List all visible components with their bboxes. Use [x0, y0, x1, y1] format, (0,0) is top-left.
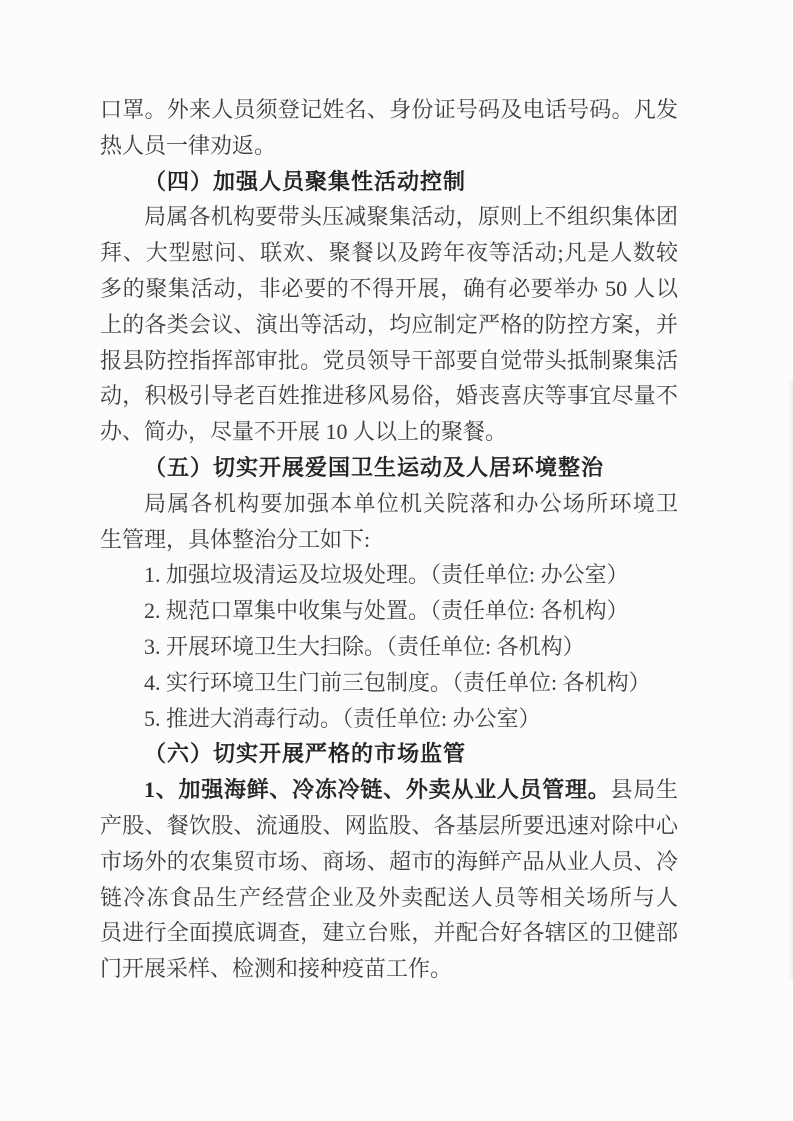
- text-line: [100, 199, 678, 235]
- text-line: [100, 844, 678, 880]
- text-line: [100, 951, 678, 987]
- text-run: 动，积极引导老百姓推进移风易俗，婚丧喜庆等事宜尽量不: [100, 383, 678, 409]
- text-run: 多的聚集活动，非必要的不得开展，确有必要举办 50 人以: [100, 275, 678, 301]
- text-run: 生管理，具体整治分工如下:: [100, 526, 371, 552]
- text-line: [100, 772, 678, 808]
- text-line: [100, 701, 678, 737]
- section-heading: [100, 450, 678, 486]
- text-line: [100, 486, 678, 522]
- text-line: [100, 343, 678, 379]
- text-line: [100, 808, 678, 844]
- text-line: [100, 557, 678, 593]
- text-line: [100, 128, 678, 164]
- text-run: 局属各机构要加强本单位机关院落和办公场所环境卫: [144, 490, 678, 516]
- text-run: 县局生: [610, 777, 678, 803]
- text-run: 门开展采样、检测和接种疫苗工作。: [100, 956, 453, 982]
- text-run: 热人员一律劝返。: [100, 132, 277, 158]
- text-line: [100, 593, 678, 629]
- text-run: 员进行全面摸底调查，建立台账，并配合好各辖区的卫健部: [100, 920, 678, 946]
- text-line: [100, 880, 678, 916]
- text-run: 口罩。外来人员须登记姓名、身份证号码及电话号码。凡发: [100, 97, 678, 122]
- text-line: [100, 378, 678, 414]
- text-run: 2. 规范口罩集中收集与处置。（责任单位: 各机构）: [144, 598, 629, 624]
- text-run: 拜、大型慰问、联欢、聚餐以及跨年夜等活动;凡是人数较: [100, 240, 678, 266]
- section-heading: [100, 164, 678, 200]
- text-run: （四）加强人员聚集性活动控制: [144, 168, 467, 194]
- text-run: 产股、餐饮股、流通股、网监股、各基层所要迅速对除中心: [100, 812, 678, 838]
- text-line: [100, 915, 678, 951]
- section-heading: [100, 736, 678, 772]
- document-body: [100, 92, 678, 987]
- text-line: [100, 92, 678, 128]
- text-run: （五）切实开展爱国卫生运动及人居环境整治: [144, 454, 605, 480]
- text-line: [100, 307, 678, 343]
- text-run: 4. 实行环境卫生门前三包制度。（责任单位: 各机构）: [144, 669, 651, 695]
- text-run: 市场外的农集贸市场、商场、超市的海鲜产品从业人员、冷: [100, 848, 678, 874]
- text-line: [100, 271, 678, 307]
- emphasized-text-run: 1、加强海鲜、冷冻冷链、外卖从业人员管理。: [144, 777, 611, 803]
- text-line: [100, 235, 678, 271]
- text-run: 局属各机构要带头压减聚集活动，原则上不组织集体团: [144, 204, 678, 230]
- text-run: 链冷冻食品生产经营企业及外卖配送人员等相关场所与人: [100, 884, 678, 910]
- text-line: [100, 522, 678, 558]
- text-run: 5. 推进大消毒行动。（责任单位: 办公室）: [144, 705, 541, 731]
- text-run: （六）切实开展严格的市场监管: [144, 741, 467, 767]
- text-line: [100, 665, 678, 701]
- text-run: 上的各类会议、演出等活动，均应制定严格的防控方案，并: [100, 311, 678, 337]
- text-run: 报县防控指挥部审批。党员领导干部要自觉带头抵制聚集活: [100, 347, 678, 373]
- text-run: 办、简办，尽量不开展 10 人以上的聚餐。: [100, 419, 508, 445]
- text-line: [100, 629, 678, 665]
- text-line: [100, 414, 678, 450]
- text-run: 3. 开展环境卫生大扫除。（责任单位: 各机构）: [144, 633, 585, 659]
- text-run: 1. 加强垃圾清运及垃圾处理。（责任单位: 办公室）: [144, 562, 629, 588]
